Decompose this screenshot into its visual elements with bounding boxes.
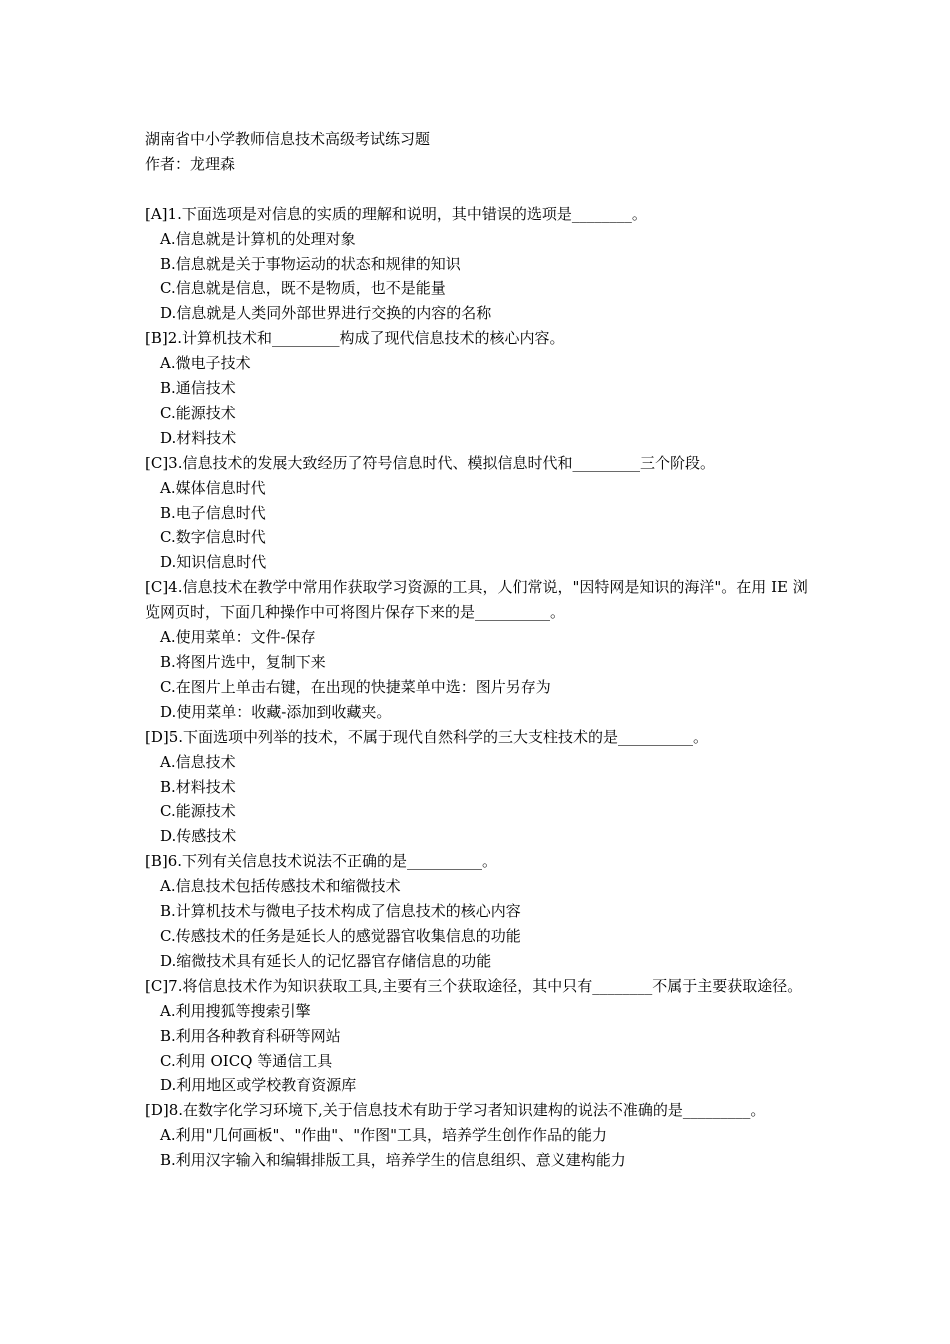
question-4	[145, 575, 813, 724]
option-d: D.利用地区或学校教育资源库	[160, 1076, 357, 1095]
option-d: D.传感技术	[160, 827, 237, 846]
option-c: C.传感技术的任务是延长人的感觉器官收集信息的功能	[160, 926, 521, 945]
option-a: A.信息技术包括传感技术和缩微技术	[160, 877, 401, 896]
option-c: C.能源技术	[160, 802, 236, 821]
question-2	[145, 326, 813, 451]
option-a: A.利用"几何画板"、"作曲"、"作图"工具，培养学生创作作品的能力	[160, 1126, 607, 1145]
option-d: D.使用菜单：收藏-添加到收藏夹。	[160, 702, 392, 721]
question-8	[145, 1098, 813, 1173]
option-a: A.信息技术	[160, 752, 236, 771]
option-b: B.电子信息时代	[160, 503, 266, 522]
question-text: [C]3.信息技术的发展大致经历了符号信息时代、模拟信息时代和_________三个阶段。	[145, 453, 715, 472]
option-a: A.微电子技术	[160, 354, 251, 373]
question-5	[145, 725, 813, 850]
option-a: A.使用菜单：文件-保存	[160, 628, 316, 647]
option-d: D.缩微技术具有延长人的记忆器官存储信息的功能	[160, 951, 492, 970]
option-b: B.材料技术	[160, 777, 236, 796]
question-7	[145, 974, 813, 1099]
option-b: B.计算机技术与微电子技术构成了信息技术的核心内容	[160, 902, 521, 921]
option-a: A.媒体信息时代	[160, 478, 266, 497]
option-c: C.数字信息时代	[160, 528, 266, 547]
question-text: [B]6.下列有关信息技术说法不正确的是__________。	[145, 852, 498, 871]
blank-line	[145, 177, 813, 202]
option-c: C.能源技术	[160, 403, 236, 422]
document-title: 湖南省中小学教师信息技术高级考试练习题	[145, 130, 431, 148]
option-c: C.在图片上单击右键，在出现的快捷菜单中选：图片另存为	[160, 677, 551, 696]
question-1	[145, 202, 813, 327]
option-d: D.信息就是人类同外部世界进行交换的内容的名称	[160, 304, 492, 323]
option-b: B.将图片选中，复制下来	[160, 653, 326, 672]
option-a: A.信息就是计算机的处理对象	[160, 229, 356, 248]
option-a: A.利用搜狐等搜索引擎	[160, 1001, 311, 1020]
question-text: [D]5.下面选项中列举的技术，不属于现代自然科学的三大支柱技术的是__________。	[145, 727, 709, 746]
question-text: [C]7.将信息技术作为知识获取工具,主要有三个获取途径，其中只有________不属于主要获取途径。	[145, 976, 803, 995]
question-6	[145, 849, 813, 974]
question-3	[145, 451, 813, 576]
document-author: 作者：龙理森	[145, 154, 236, 173]
question-text: [D]8.在数字化学习环境下,关于信息技术有助于学习者知识建构的说法不准确的是_________。	[145, 1101, 766, 1120]
option-b: B.利用汉字输入和编辑排版工具，培养学生的信息组织、意义建构能力	[160, 1151, 626, 1170]
document-body	[145, 127, 813, 1173]
option-c: C.信息就是信息，既不是物质，也不是能量	[160, 279, 446, 298]
option-b: B.信息就是关于事物运动的状态和规律的知识	[160, 254, 461, 273]
option-b: B.通信技术	[160, 379, 236, 398]
question-text: [A]1.下面选项是对信息的实质的理解和说明，其中错误的选项是________。	[145, 204, 647, 223]
question-text: [B]2.计算机技术和_________构成了现代信息技术的核心内容。	[145, 329, 565, 348]
option-b: B.利用各种教育科研等网站	[160, 1026, 341, 1045]
option-c: C.利用 OICQ 等通信工具	[160, 1051, 333, 1070]
option-d: D.知识信息时代	[160, 553, 267, 572]
question-text: [C]4.信息技术在教学中常用作获取学习资源的工具，人们常说，"因特网是知识的海洋"。在用 IE 浏览网页时，下面几种操作中可将图片保存下来的是__________。	[145, 578, 808, 622]
option-d: D.材料技术	[160, 428, 237, 447]
